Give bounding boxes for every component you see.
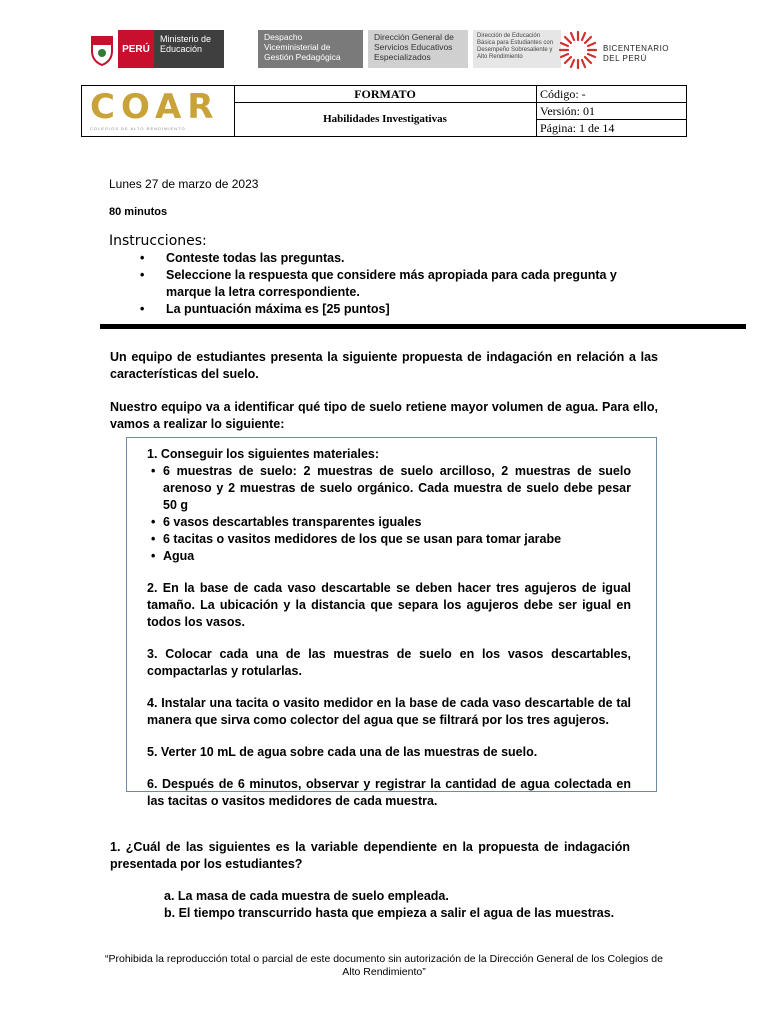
coar-logo-subtitle: COLEGIOS DE ALTO RENDIMIENTO [90, 126, 186, 131]
coat-of-arms-icon [88, 33, 116, 67]
exam-date: Lunes 27 de marzo de 2023 [109, 177, 259, 191]
step-1-title: 1. Conseguir los siguientes materiales: [147, 447, 380, 461]
bicentenario-icon [556, 28, 600, 72]
bicentenario-label [603, 44, 669, 64]
option-b[interactable]: b. El tiempo transcurrido hasta que empieza a salir el agua de las muestras. [164, 906, 615, 920]
material-item: • Agua [147, 548, 631, 565]
format-table [81, 85, 687, 137]
coar-logo [82, 86, 235, 136]
instructions-list [140, 250, 660, 318]
direccion-general-label: Dirección General de Servicios Educativos Especializados [368, 30, 468, 68]
instruction-item: • La puntuación máxima es [25 puntos] [140, 301, 660, 318]
bicentenario-text: BICENTENARIO [603, 44, 670, 53]
instruction-item: • Seleccione la respuesta que considere más apropiada para cada pregunta y marque la letra correspondiente. [140, 267, 660, 301]
divider-rule [100, 324, 746, 329]
header-logos [88, 30, 688, 70]
step-4: 4. Instalar una tacita o vasito medidor en la base de cada vaso descartable de tal manera que sirva como colector del agua que se filtrará por los tres agujeros. [147, 696, 631, 727]
intro-paragraph: Un equipo de estudiantes presenta la siguiente propuesta de indagación en relación a las características del suelo. [110, 350, 658, 381]
step-5: 5. Verter 10 mL de agua sobre cada una de las muestras de suelo. [147, 745, 538, 759]
question-1-options [164, 888, 614, 922]
material-item: • 6 vasos descartables transparentes iguales [147, 514, 631, 531]
instructions-title: Instrucciones: [109, 233, 207, 249]
option-a[interactable]: a. La masa de cada muestra de suelo empleada. [164, 889, 449, 903]
question-1: 1. ¿Cuál de las siguientes es la variable dependiente en la propuesta de indagación presentada por los estudiantes? [110, 840, 630, 871]
format-meta-cell [536, 86, 686, 136]
step-2: 2. En la base de cada vaso descartable se deben hacer tres agujeros de igual tamaño. La ubicación y la distancia que separa los agujeros debe ser igual en todos los vasos. [147, 581, 631, 629]
instruction-item: • Conteste todas las preguntas. [140, 250, 660, 267]
materials-list [147, 463, 631, 565]
direccion-educacion-label: Dirección de Educación Básica para Estudiantes con Desempeño Sobresaliente y Alto Rendimiento [473, 30, 561, 68]
step-3: 3. Colocar cada una de las muestras de suelo en los vasos descartables, compactarlas y rotularlas. [147, 647, 631, 678]
step-6: 6. Después de 6 minutos, observar y registrar la cantidad de agua colectada en las tacitas o vasitos medidores de cada muestra. [147, 777, 631, 808]
code-label: Código: - [536, 86, 686, 103]
procedure-content [147, 446, 631, 810]
procedure-box [126, 437, 657, 808]
page-label: Página: 1 de 14 [540, 121, 615, 135]
goal-paragraph: Nuestro equipo va a identificar qué tipo de suelo retiene mayor volumen de agua. Para ello, vamos a realizar lo siguiente: [110, 400, 658, 431]
version-label: Versión: 01 [536, 103, 686, 120]
del-peru-text: DEL PERÚ [603, 54, 647, 63]
footer-notice: “Prohibida la reproducción total o parcial de este documento sin autorización de la Dirección General de los Colegios de Alto Rendimiento” [105, 953, 663, 978]
material-item: • 6 muestras de suelo: 2 muestras de suelo arcilloso, 2 muestras de suelo arenoso y 2 muestras de suelo orgánico. Cada muestra de suelo debe pesar 50 g [147, 463, 631, 514]
subject-label: Habilidades Investigativas [323, 113, 447, 125]
material-item: • 6 tacitas o vasitos medidores de los que se usan para tomar jarabe [147, 531, 631, 548]
coar-logo-text: COAR [90, 87, 220, 127]
peru-label: PERÚ [118, 30, 154, 68]
format-title-cell [234, 86, 537, 136]
exam-duration: 80 minutos [109, 206, 168, 218]
despacho-label: Despacho Viceministerial de Gestión Pedagógica [258, 30, 363, 68]
format-label: FORMATO [234, 86, 536, 103]
ministerio-label: Ministerio de Educación [154, 30, 224, 68]
